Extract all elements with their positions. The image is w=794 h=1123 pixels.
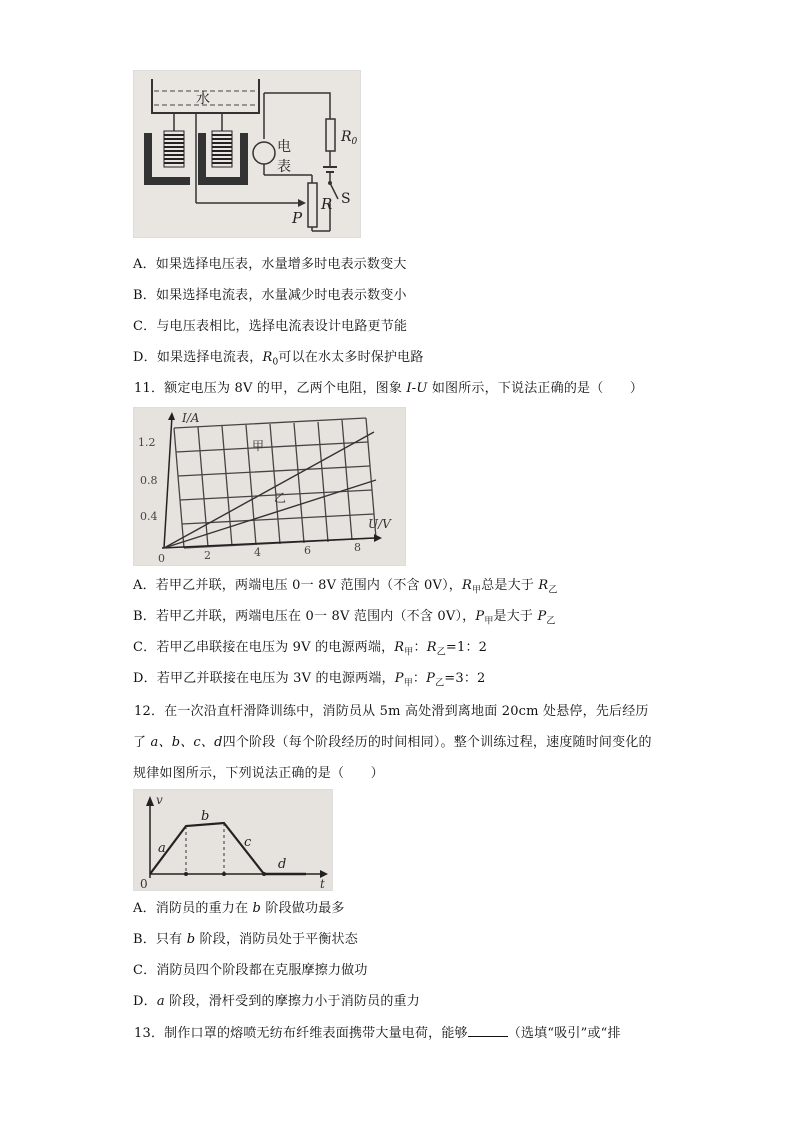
segment-b-label: b [201, 809, 210, 824]
meter-label-1: 电 [277, 139, 291, 155]
y-tick-1-2: 1.2 [138, 436, 156, 449]
q11-option-c: C．若甲乙串联接在电压为 9V 的电源两端，$R_甲$：$R_乙=1$：2 [133, 640, 488, 658]
q12-option-d: D．a 阶段，滑杆受到的摩擦力小于消防员的重力 [133, 994, 420, 1009]
q12-option-a: A．消防员的重力在 b 阶段做功最多 [133, 901, 345, 916]
segment-c-label: c [244, 835, 252, 850]
q11-option-a: A．若甲乙并联，两端电压 0一 8V 范围内（不含 0V），$R_甲$总是大于 $R_乙$ [133, 578, 558, 596]
x-tick-8: 8 [354, 541, 361, 554]
q12-stem-line-3: 规律如图所示，下列说法正确的是（ ） [133, 766, 384, 781]
q10-option-a: A．如果选择电压表，水量增多时电表示数变大 [133, 257, 407, 272]
q12-vt-graph-figure [133, 789, 333, 891]
label-yi: 乙 [274, 491, 287, 505]
q10-option-d: D．如果选择电流表，$R_0$可以在水太多时保护电路 [133, 350, 424, 368]
label-jia: 甲 [252, 439, 265, 453]
q13-stem: 13．制作口罩的熔喷无纺布纤维表面携带大量电荷，能够 （选填“吸引”或“排 [134, 1026, 621, 1041]
spring-right [198, 113, 248, 185]
segment-a-label: a [158, 841, 166, 856]
y-tick-0-4: 0.4 [140, 510, 158, 523]
line-jia [164, 432, 374, 548]
x-tick-0: 0 [158, 552, 165, 565]
p-label: P [292, 209, 303, 227]
q11-iu-graph-figure [133, 407, 406, 566]
s-label: S [341, 191, 351, 207]
meter-icon [253, 142, 275, 164]
q12-option-b: B．只有 b 阶段，消防员处于平衡状态 [133, 932, 358, 947]
r0-label: $R_0$ [341, 129, 358, 147]
x-tick-4: 4 [254, 546, 261, 559]
q10-circuit-diagram [134, 71, 360, 237]
x-axis-label: U/V [368, 517, 391, 531]
q11-iu-graph [134, 408, 405, 565]
sliding-resistor [308, 183, 317, 227]
q11-option-b: B．若甲乙并联，两端电压在 0一 8V 范围内（不含 0V），$P_甲$是大于 $P_乙$ [133, 609, 556, 627]
v-axis-label: v [156, 793, 163, 807]
q11-stem: 11．额定电压为 8V 的甲，乙两个电阻，图象 I-U 如图所示，下说法正确的是（ ） [134, 381, 644, 396]
q12-stem-line-2: 了 a、b、c、d四个阶段（每个阶段经历的时间相同）。整个训练过程，速度随时间变化的 [133, 735, 652, 750]
answer-blank[interactable] [468, 1024, 508, 1037]
segment-d-label: d [278, 857, 287, 872]
meter-label-2: 表 [277, 159, 291, 175]
q10-option-b: B．如果选择电流表，水量减少时电表示数变小 [133, 288, 407, 303]
q12-option-c: C．消防员四个阶段都在克服摩擦力做功 [133, 963, 368, 978]
spring-left [144, 113, 190, 185]
water-label: 水 [196, 91, 210, 107]
r0-resistor [326, 119, 335, 151]
x-tick-6: 6 [304, 544, 311, 557]
q11-option-d: D．若甲乙并联接在电压为 3V 的电源两端，$P_甲$：$P_乙=3$：2 [133, 671, 486, 689]
y-axis-label: I/A [182, 411, 200, 425]
q12-stem-line-1: 12．在一次沿直杆滑降训练中，消防员从 5m 高处滑到离地面 20cm 处悬停，先后经历 [134, 704, 649, 719]
r-label: R [321, 195, 333, 213]
y-tick-0-8: 0.8 [140, 474, 158, 487]
origin-label: 0 [140, 877, 148, 890]
x-tick-2: 2 [204, 549, 211, 562]
t-axis-label: t [320, 877, 325, 890]
q10-option-c: C．与电压表相比，选择电流表设计电路更节能 [133, 319, 408, 334]
q12-vt-graph [134, 790, 332, 890]
q10-circuit-figure [133, 70, 361, 238]
